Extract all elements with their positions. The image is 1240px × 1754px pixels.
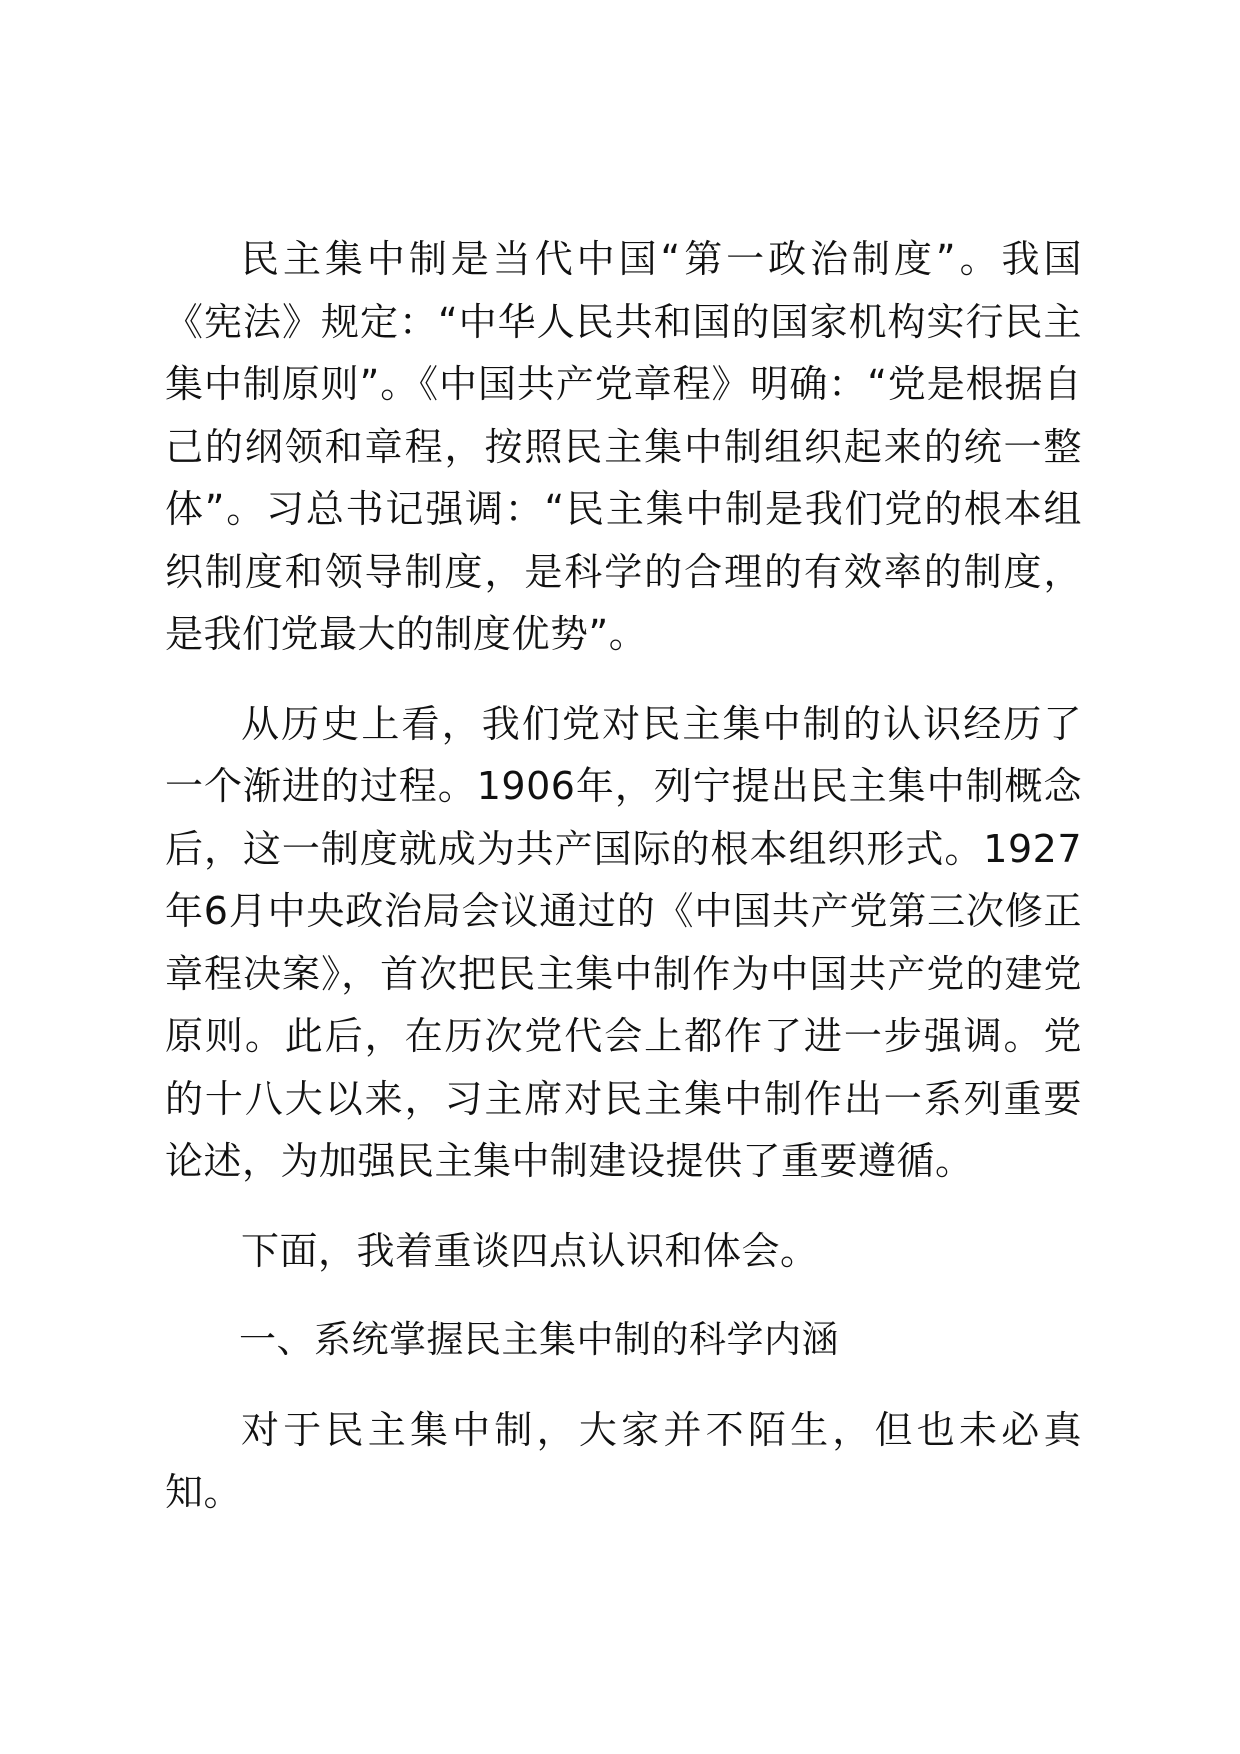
paragraph-intro: 民主集中制是当代中国“第一政治制度”。我国《宪法》规定：“中华人民共和国的国家机构实行民主集中制原则”。《中国共产党章程》明确：“党是根据自己的纲领和章程，按照民主集中制组织起来的统一整体”。习总书记强调：“民主集中制是我们党的根本组织制度和领导制度，是科学的合理的有效率的制度，是我们党最大的制度优势”。 — [165, 237, 1082, 656]
document-page — [165, 228, 1082, 1551]
paragraph-history: 从历史上看，我们党对民主集中制的认识经历了一个渐进的过程。1906年，列宁提出民主集中制概念后，这一制度就成为共产国际的根本组织形式。1927年6月中央政治局会议通过的《中国共产党第三次修正章程决案》，首次把民主集中制作为中国共产党的建党原则。此后，在历次党代会上都作了进一步强调。党的十八大以来，习主席对民主集中制作出一系列重要论述，为加强民主集中制建设提供了重要遵循。 — [165, 701, 1082, 1183]
paragraph-transition: 下面，我着重谈四点认识和体会。 — [241, 1228, 819, 1273]
paragraph-section-start: 对于民主集中制，大家并不陌生，但也未必真知。 — [165, 1407, 1082, 1514]
section-heading: 一、系统掌握民主集中制的科学内涵 — [239, 1318, 839, 1361]
